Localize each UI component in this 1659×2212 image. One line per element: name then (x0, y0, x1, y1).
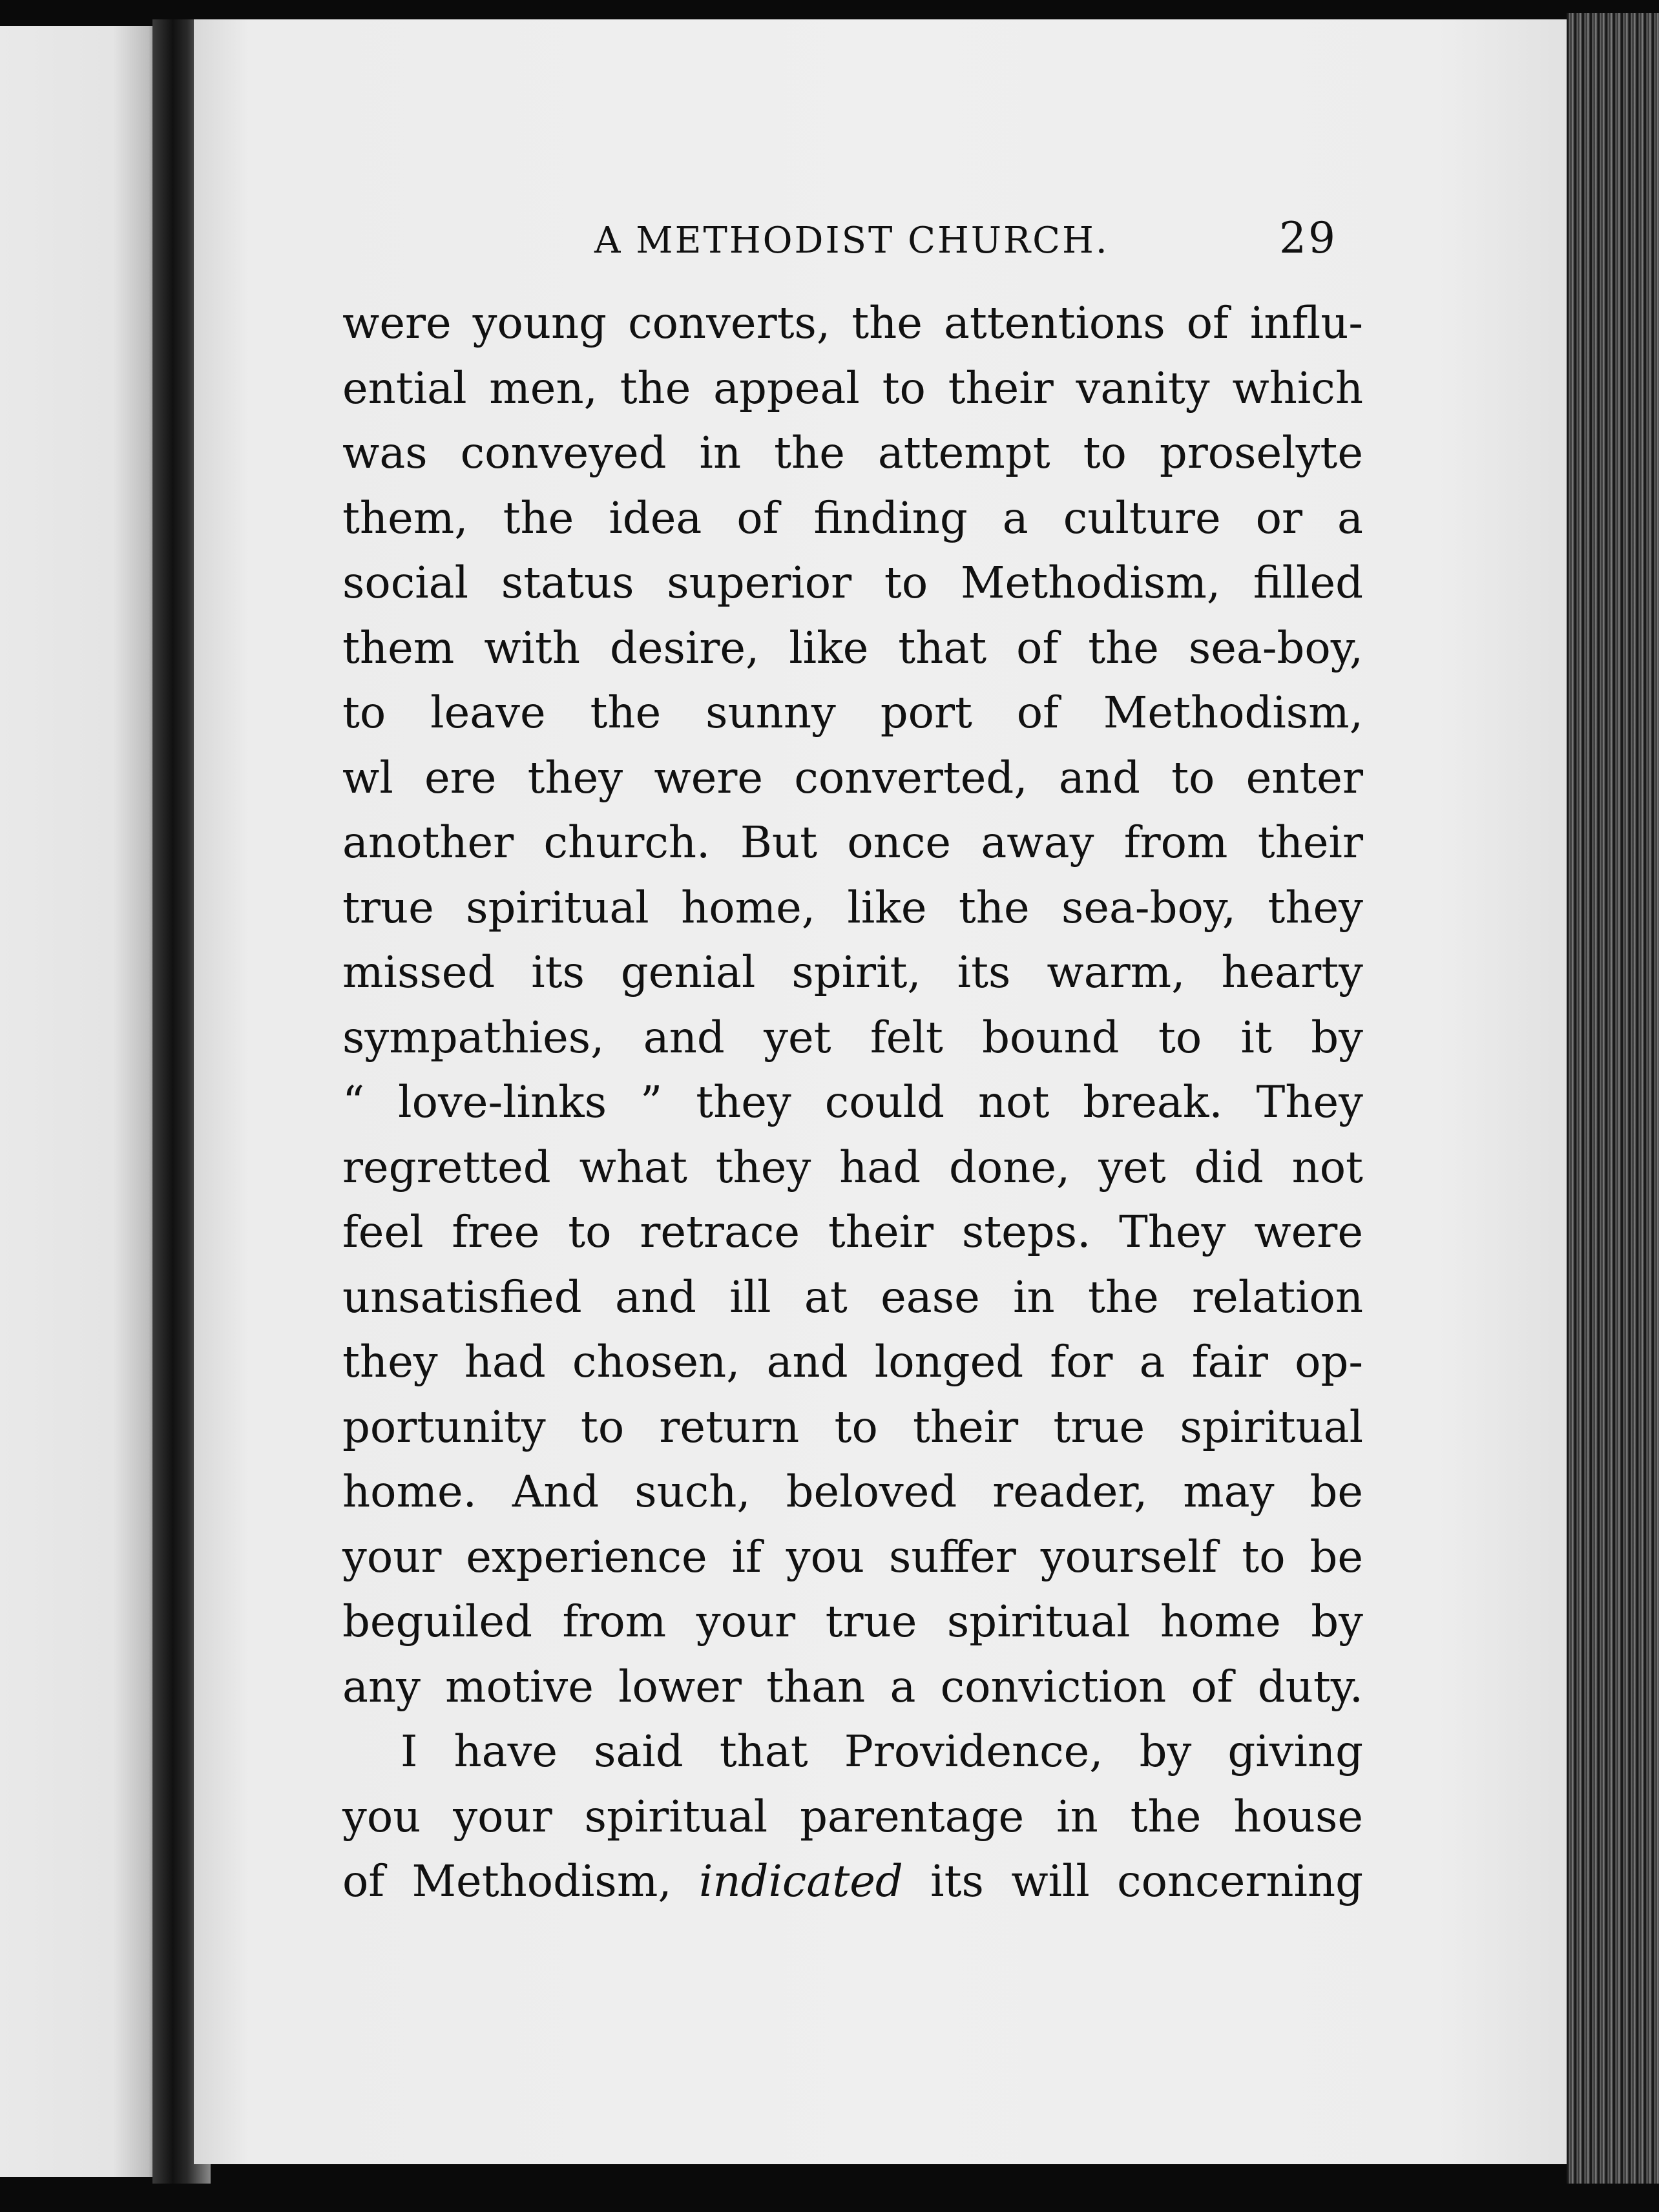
text-line: you your spiritual parentage in the house (342, 1791, 1363, 1842)
emphasized-word: indicated (698, 1856, 903, 1906)
paragraph-start-line: I have said that Providence, by giving (401, 1726, 1363, 1777)
last-line-start: of Methodism, (342, 1856, 672, 1906)
text-line: was conveyed in the attempt to proselyte (342, 428, 1363, 478)
text-line: beguiled from your true spiritual home by (342, 1596, 1363, 1647)
text-line: another church. But once away from their (342, 817, 1363, 868)
text-line: missed its genial spirit, its warm, hearty (342, 947, 1363, 997)
text-line: social status superior to Methodism, filled (342, 558, 1363, 608)
text-line: “ love-links ” they could not break. They (342, 1077, 1363, 1127)
text-line: they had chosen, and longed for a fair op- (342, 1337, 1363, 1387)
text-line: portunity to return to their true spiritual (342, 1401, 1363, 1452)
text-line: your experience if you suffer yourself to be (342, 1531, 1363, 1582)
page-edges (1567, 13, 1659, 2184)
running-head (342, 207, 1363, 265)
text-line: were young converts, the attentions of influ- (342, 298, 1363, 348)
page-content (342, 207, 1363, 1914)
last-line-end: its will concerning (930, 1856, 1363, 1906)
left-facing-page (0, 26, 162, 2177)
page-number: 29 (1279, 213, 1337, 263)
text-line: any motive lower than a conviction of duty. (342, 1661, 1363, 1712)
text-line: them with desire, like that of the sea-boy, (342, 622, 1363, 673)
text-line: to leave the sunny port of Methodism, (342, 687, 1363, 738)
text-line: regretted what they had done, yet did not (342, 1142, 1363, 1193)
text-line: feel free to retrace their steps. They were (342, 1207, 1363, 1257)
text-line: true spiritual home, like the sea-boy, they (342, 882, 1363, 933)
text-line: wl ere they were converted, and to enter (342, 752, 1363, 803)
text-line: them, the idea of finding a culture or a (342, 492, 1363, 543)
last-text-line (342, 1849, 1363, 1914)
text-line: sympathies, and yet felt bound to it by (342, 1012, 1363, 1063)
text-line: ential men, the appeal to their vanity which (342, 362, 1363, 413)
body-text (342, 291, 1363, 1914)
text-line: unsatisfied and ill at ease in the relation (342, 1271, 1363, 1322)
running-head-title: A METHODIST CHURCH. (594, 220, 1109, 262)
text-line: home. And such, beloved reader, may be (342, 1466, 1363, 1517)
